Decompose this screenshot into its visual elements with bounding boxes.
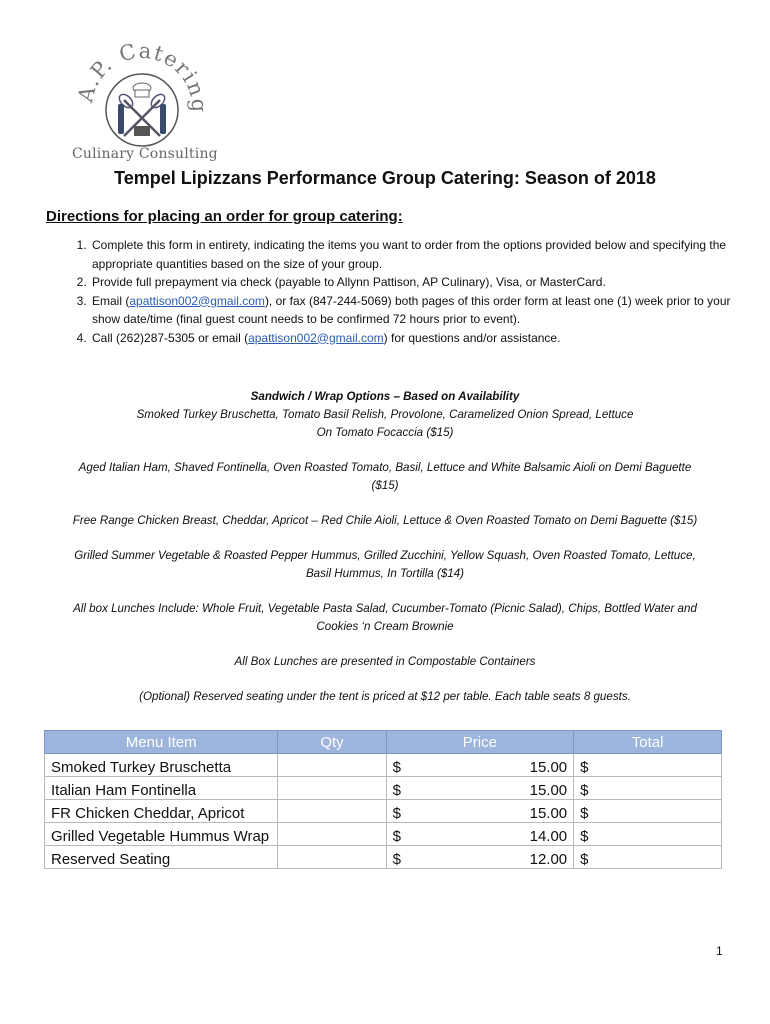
option-vegetable-line2: Basil Hummus, In Tortilla ($14) <box>305 567 465 580</box>
menu-options <box>40 388 730 706</box>
row-item: Grilled Vegetable Hummus Wrap <box>45 823 278 846</box>
box-lunch-includes-line2: Cookies ‘n Cream Brownie <box>316 620 454 633</box>
row-price <box>386 846 574 869</box>
currency-symbol: $ <box>392 805 401 822</box>
direction-step <box>90 292 750 329</box>
box-lunch-includes-line1: All box Lunches Include: Whole Fruit, Vegetable Pasta Salad, Cucumber-Tomato (Picnic Salad), Chips, Bottled Water and <box>73 602 697 615</box>
step-text: Provide full prepayment via check (payable to Allynn Pattison, AP Culinary), Visa, or MasterCard. <box>92 275 606 289</box>
row-item: FR Chicken Cheddar, Apricot <box>45 800 278 823</box>
direction-step <box>90 329 750 348</box>
logo-brand-text: A.P. Catering <box>73 38 212 114</box>
option-chicken: Free Range Chicken Breast, Cheddar, Apricot – Red Chile Aioli, Lettuce & Oven Roasted Tomato on Demi Baguette ($15) <box>72 514 698 527</box>
logo-subtitle: Culinary Consulting <box>72 146 218 162</box>
currency-symbol: $ <box>392 828 401 845</box>
table-header-row <box>45 731 722 754</box>
option-turkey-line1: Smoked Turkey Bruschetta, Tomato Basil Relish, Provolone, Caramelized Onion Spread, Lettuce <box>136 408 634 421</box>
price-amount: 15.00 <box>529 782 568 799</box>
currency-symbol: $ <box>392 782 401 799</box>
row-total[interactable]: $ <box>574 754 722 777</box>
row-qty[interactable] <box>278 754 386 777</box>
page-title: Tempel Lipizzans Performance Group Catering: Season of 2018 <box>114 168 656 188</box>
row-item: Italian Ham Fontinella <box>45 777 278 800</box>
table-row <box>45 754 722 777</box>
row-price <box>386 754 574 777</box>
row-total[interactable]: $ <box>574 823 722 846</box>
header-price: Price <box>386 731 574 754</box>
directions-heading: Directions for placing an order for group catering: <box>46 208 403 225</box>
row-item: Smoked Turkey Bruschetta <box>45 754 278 777</box>
row-total[interactable]: $ <box>574 777 722 800</box>
options-heading: Sandwich / Wrap Options – Based on Availability <box>250 390 520 403</box>
email-link[interactable]: apattison002@gmail.com <box>129 293 265 308</box>
row-qty[interactable] <box>278 846 386 869</box>
price-amount: 12.00 <box>529 851 568 868</box>
currency-symbol: $ <box>392 759 401 776</box>
seating-note: (Optional) Reserved seating under the tent is priced at $12 per table. Each table seats 8 guests. <box>139 690 631 703</box>
step-text: Complete this form in entirety, indicating the items you want to order from the options provided below and specifying the appropriate quantities based on the size of your group. <box>92 238 727 271</box>
option-ham-line2: ($15) <box>371 479 399 492</box>
direction-step <box>90 236 750 273</box>
row-total[interactable]: $ <box>574 846 722 869</box>
table-row <box>45 800 722 823</box>
option-turkey-line2: On Tomato Focaccia ($15) <box>316 426 454 439</box>
step-text-pre: Call (262)287-5305 or email ( <box>92 330 249 345</box>
row-qty[interactable] <box>278 800 386 823</box>
step-text-pre: Email ( <box>92 293 130 308</box>
header-qty: Qty <box>278 731 386 754</box>
directions-list <box>46 236 750 347</box>
option-vegetable-line1: Grilled Summer Vegetable & Roasted Pepper Hummus, Grilled Zucchini, Yellow Squash, Oven Roasted Tomato, Lettuce, <box>74 549 696 562</box>
order-table <box>44 730 722 869</box>
table-row <box>45 823 722 846</box>
currency-symbol: $ <box>392 851 401 868</box>
table-row <box>45 777 722 800</box>
row-total[interactable]: $ <box>574 800 722 823</box>
price-amount: 14.00 <box>529 828 568 845</box>
svg-text:A.P. Catering <box>73 39 211 114</box>
table-row <box>45 846 722 869</box>
header-menu-item: Menu Item <box>45 731 278 754</box>
row-qty[interactable] <box>278 777 386 800</box>
price-amount: 15.00 <box>529 805 568 822</box>
price-amount: 15.00 <box>529 759 568 776</box>
email-link[interactable]: apattison002@gmail.com <box>248 330 384 345</box>
page-number: 1 <box>716 944 723 958</box>
step-text-post: ) for questions and/or assistance. <box>383 330 561 345</box>
row-price <box>386 823 574 846</box>
step-text-post: ), or fax (847-244-5069) both pages of this order form at least one (1) week prior to your show date/time (final guest count needs to be confirmed 72 hours prior to event). <box>92 293 731 326</box>
row-price <box>386 800 574 823</box>
containers-note: All Box Lunches are presented in Compostable Containers <box>234 655 536 668</box>
row-qty[interactable] <box>278 823 386 846</box>
option-ham-line1: Aged Italian Ham, Shaved Fontinella, Oven Roasted Tomato, Basil, Lettuce and White Balsamic Aioli on Demi Baguette <box>78 461 692 474</box>
row-item: Reserved Seating <box>45 846 278 869</box>
header-total: Total <box>574 731 722 754</box>
direction-step <box>90 273 750 292</box>
row-price <box>386 777 574 800</box>
